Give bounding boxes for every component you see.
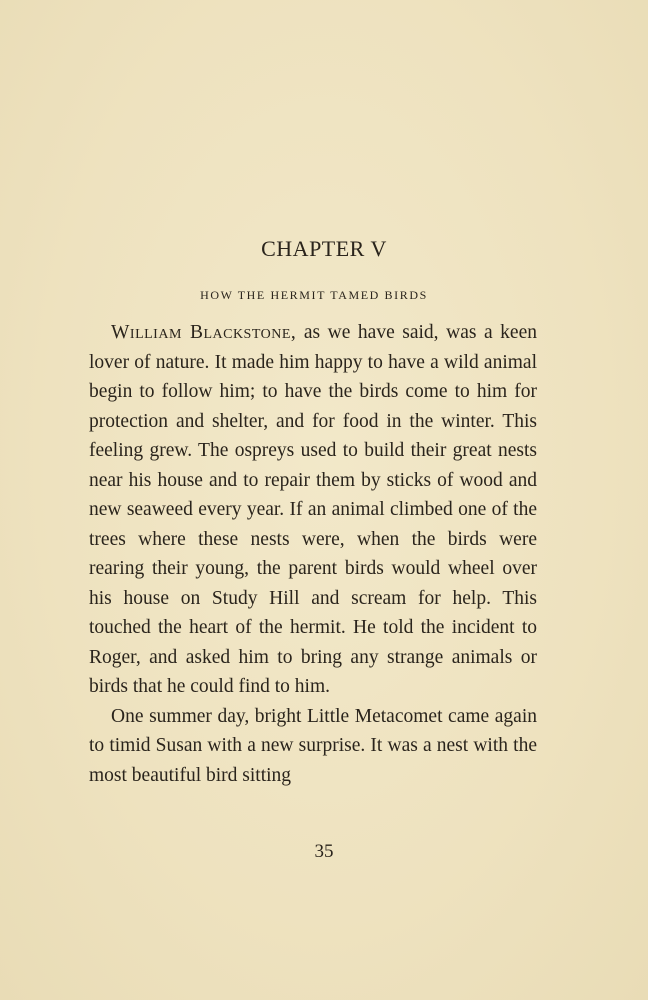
chapter-body: [89, 318, 537, 790]
paragraph-1: [89, 318, 537, 702]
page-number: 35: [314, 841, 334, 862]
paragraph-1-text: as we have said, was a keen lover of nature. It made him happy to have a wild animal begin to follow him; to have the birds come to him for protection and shelter, and for food in the winter. This feeling grew. The ospreys used to build their great nests near his house and to repair them by sticks of wood and new seaweed every year. If an animal climbed one of the trees where these nests were, when the birds were rearing their young, the parent birds would wheel over his house on Study Hill and scream for help. This touched the heart of the hermit. He told the incident to Roger, and asked him to bring any strange animals or birds that he could find to him.: [89, 322, 537, 697]
paragraph-2: [89, 702, 537, 791]
chapter-title: CHAPTER V: [261, 236, 387, 261]
chapter-subtitle: HOW THE HERMIT TAMED BIRDS: [200, 288, 428, 302]
paragraph-2-text: One summer day, bright Little Metacomet came again to timid Susan with a new surprise. It was a nest with the most beautiful bird sitting: [89, 705, 537, 786]
paragraph-lead-name: William Blackstone,: [111, 322, 297, 343]
